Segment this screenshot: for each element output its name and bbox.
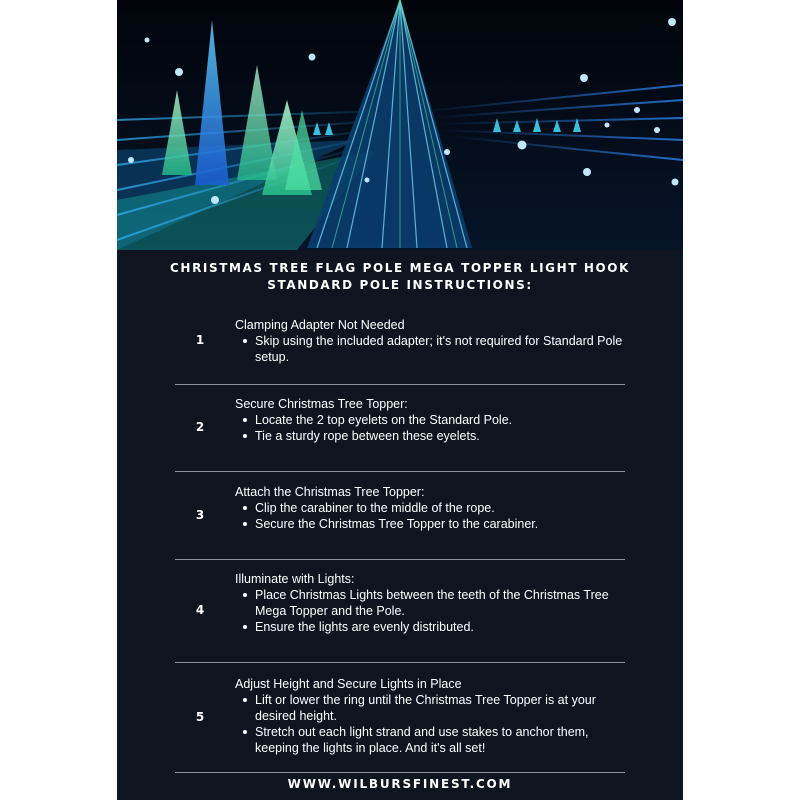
divider bbox=[175, 384, 625, 385]
step-bullet: Skip using the included adapter; it's not required for Standard Pole setup. bbox=[255, 333, 635, 365]
step-bullet: Locate the 2 top eyelets on the Standard Pole. bbox=[255, 412, 635, 428]
step-heading: Secure Christmas Tree Topper: bbox=[235, 397, 408, 411]
step-number: 1 bbox=[195, 333, 205, 347]
title-line-1: CHRISTMAS TREE FLAG POLE MEGA TOPPER LIGHT HOOK bbox=[170, 261, 630, 275]
step-bullets bbox=[235, 333, 635, 365]
title-line-2: STANDARD POLE INSTRUCTIONS: bbox=[267, 278, 533, 292]
step-number: 4 bbox=[195, 603, 205, 617]
step-bullet: Secure the Christmas Tree Topper to the carabiner. bbox=[255, 516, 635, 532]
divider bbox=[175, 471, 625, 472]
step-body bbox=[235, 484, 635, 532]
step-bullet: Stretch out each light strand and use stakes to anchor them, keeping the lights in place. And it's all set! bbox=[255, 724, 635, 756]
divider bbox=[175, 559, 625, 560]
step-bullet: Ensure the lights are evenly distributed. bbox=[255, 619, 635, 635]
step-number: 2 bbox=[195, 420, 205, 434]
step-body bbox=[235, 676, 635, 756]
step-bullets bbox=[235, 412, 635, 444]
instruction-sheet bbox=[117, 0, 683, 800]
step-body bbox=[235, 317, 635, 365]
step-bullets bbox=[235, 500, 635, 532]
step-heading: Illuminate with Lights: bbox=[235, 572, 355, 586]
step-heading: Attach the Christmas Tree Topper: bbox=[235, 485, 425, 499]
step-number: 3 bbox=[195, 508, 205, 522]
step-bullet: Clip the carabiner to the middle of the rope. bbox=[255, 500, 635, 516]
step-number: 5 bbox=[195, 710, 205, 724]
divider bbox=[175, 662, 625, 663]
step-bullets bbox=[235, 587, 635, 635]
step-heading: Adjust Height and Secure Lights in Place bbox=[235, 677, 462, 691]
step-body bbox=[235, 571, 635, 635]
step-heading: Clamping Adapter Not Needed bbox=[235, 318, 405, 332]
christmas-lights-photo bbox=[117, 0, 683, 250]
step-bullet: Tie a sturdy rope between these eyelets. bbox=[255, 428, 635, 444]
step-bullet: Place Christmas Lights between the teeth of the Christmas Tree Mega Topper and the Pole. bbox=[255, 587, 635, 619]
website-url[interactable]: WWW.WILBURSFINEST.COM bbox=[287, 777, 513, 791]
page-title bbox=[117, 260, 683, 294]
step-body bbox=[235, 396, 635, 444]
step-bullet: Lift or lower the ring until the Christmas Tree Topper is at your desired height. bbox=[255, 692, 635, 724]
step-bullets bbox=[235, 692, 635, 756]
divider bbox=[175, 772, 625, 773]
